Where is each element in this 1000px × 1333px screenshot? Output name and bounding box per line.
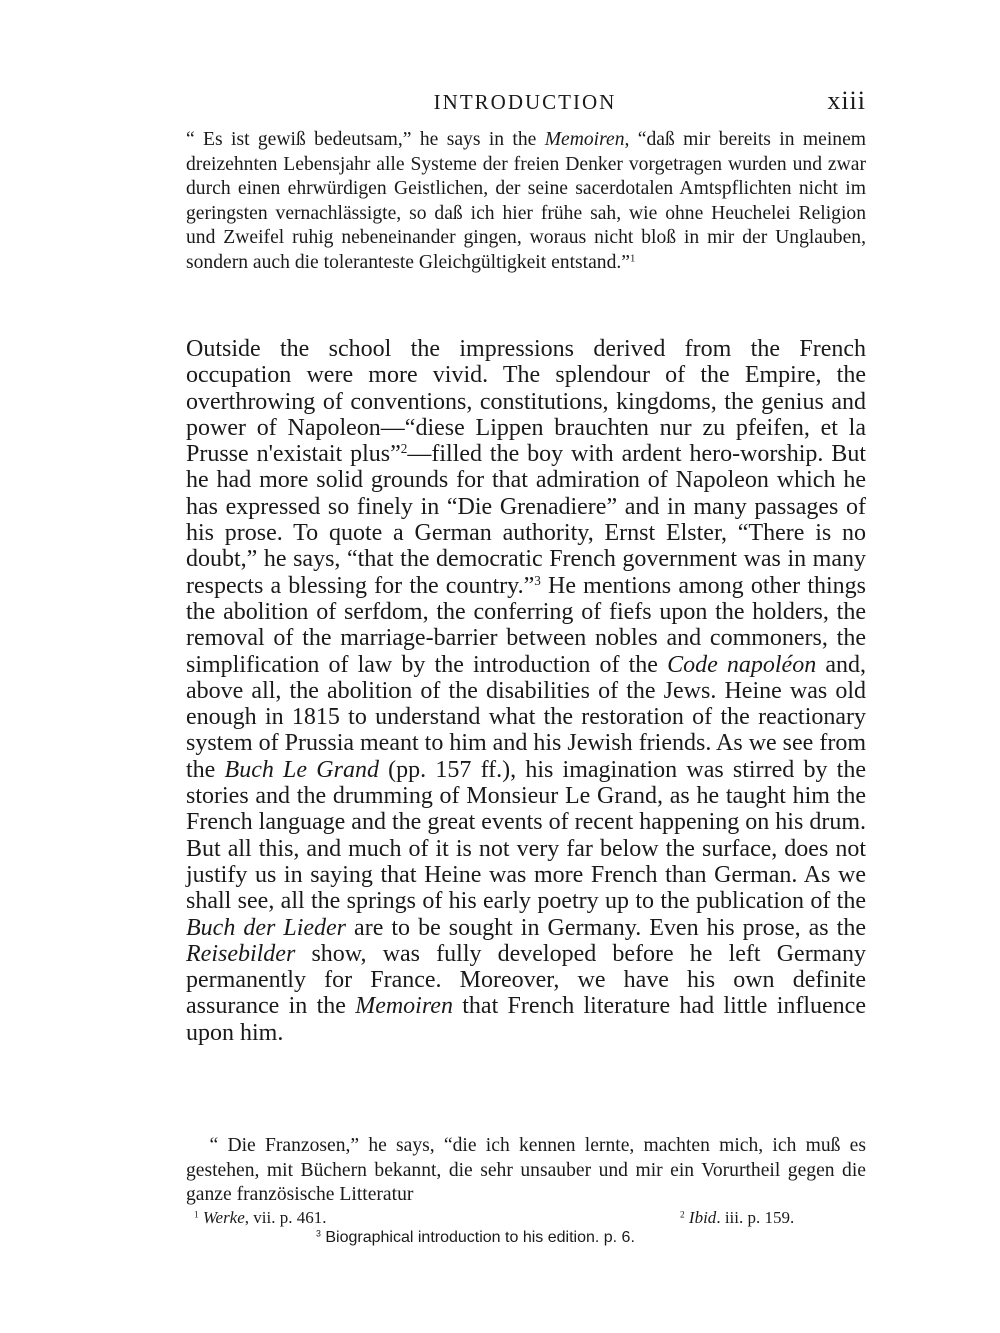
quote-text: “ Es ist gewiß bedeutsam,” he says in the bbox=[186, 129, 545, 150]
footnotes bbox=[186, 1208, 866, 1248]
footnote-1 bbox=[194, 1208, 326, 1228]
footnote-text: , vii. p. 461. bbox=[244, 1208, 327, 1227]
main-paragraph bbox=[186, 336, 866, 1046]
german-quote-franzosen bbox=[186, 1134, 866, 1208]
paragraph-text: (pp. 157 ff.), his imagination was stirred by the stories and the drumming of Monsieur Le Grand, as he taught him the French language and the great events of recent happening on his drum. But all this, and much of it is not very far below the surface, does not justify us in saying that Heine was more French than German. As we shall see, all the springs of his early poetry up to the publication of the bbox=[186, 756, 866, 915]
quote-text: , “daß mir bereits in meinem dreizehnten Lebensjahr alle Systeme der freien Denker vorgetragen wurden und zwar durch einen ehrwürdigen Geistlichen, der seine sacerdotalen Amtspflichten nicht im geringsten vernachlässigte, so daß ich hier frühe sah, wie ohne Heuchelei Religion und Zweifel ruhig nebeneinander gingen, woraus nicht bloß in mir der Unglauben, sondern auch die toleranteste Gleichgültigkeit entstand.” bbox=[186, 129, 867, 273]
running-header bbox=[184, 86, 866, 120]
footnote-ref: 1 bbox=[629, 252, 636, 265]
italic-title: Code napoléon bbox=[667, 651, 817, 678]
footnote-italic: Werke bbox=[202, 1208, 245, 1227]
footnote-text: Biographical introduction to his edition. p. 6. bbox=[325, 1229, 635, 1246]
paragraph-text: He mentions among other things the abolition of serfdom, the conferring of fiefs upon the holders, the removal of the marriage-barrier between nobles and commoners, the simplification of law by the introduction of the bbox=[186, 572, 866, 678]
page-number: xiii bbox=[827, 86, 866, 115]
footnote-text: . iii. p. 159. bbox=[716, 1208, 795, 1227]
footnote-row bbox=[186, 1228, 866, 1248]
footnote-row bbox=[186, 1208, 866, 1228]
paragraph-text: and, above all, the abolition of the disabilities of the Jews. Heine was old enough in 1815 to understand what the restoration of the reactionary system of Prussia meant to him and his Jewish friends. As we see from the bbox=[186, 651, 867, 783]
footnote-number: 3 bbox=[316, 1228, 321, 1239]
italic-title: Buch Le Grand bbox=[224, 756, 379, 783]
italic-title: Memoiren bbox=[355, 993, 453, 1020]
quote-text: “ Die Franzosen,” he says, “die ich kennen lernte, machten mich, ich muß es gestehen, mit Büchern bekannt, die sehr unsauber und mir ein Vorurtheil gegen die ganze französische Litteratur bbox=[186, 1135, 866, 1206]
paragraph-text: —filled the boy with ardent hero-worship. But he had more solid grounds for that admiration of Napoleon which he has expressed so finely in “Die Grenadiere” and in many passages of his prose. To quote a German authority, Ernst Elster, “There is no doubt,” he says, “that the democratic French government was in many respects a blessing for the country.” bbox=[186, 441, 866, 599]
paragraph-text: show, was fully developed before he left Germany permanently for France. Moreover, we have his own definite assurance in the bbox=[186, 940, 866, 1020]
footnote-italic: Ibid bbox=[688, 1208, 717, 1227]
german-quote-memoiren bbox=[186, 128, 866, 276]
footnote-ref: 3 bbox=[534, 572, 541, 588]
italic-title: Reisebilder bbox=[186, 940, 296, 967]
footnote-ref: 2 bbox=[400, 441, 408, 457]
footnote-number: 2 bbox=[680, 1210, 685, 1221]
paragraph-text: Outside the school the impressions derived from the French occupation were more vivid. The splendour of the Empire, the overthrowing of conventions, constitutions, kingdoms, the genius and power of Napoleon—“diese Lippen brauchten nur zu pfeifen, et la Prusse n'existait plus” bbox=[186, 336, 866, 468]
running-title: INTRODUCTION bbox=[433, 90, 617, 114]
paragraph-text: that French literature had little influence upon him. bbox=[186, 993, 866, 1046]
italic-title: Buch der Lieder bbox=[186, 914, 347, 941]
footnote-number: 1 bbox=[194, 1210, 199, 1221]
footnote-3 bbox=[316, 1228, 635, 1248]
footnote-2 bbox=[680, 1208, 794, 1228]
quote-italic-title: Memoiren bbox=[544, 129, 625, 150]
paragraph-text: are to be sought in Germany. Even his prose, as the bbox=[346, 914, 866, 941]
